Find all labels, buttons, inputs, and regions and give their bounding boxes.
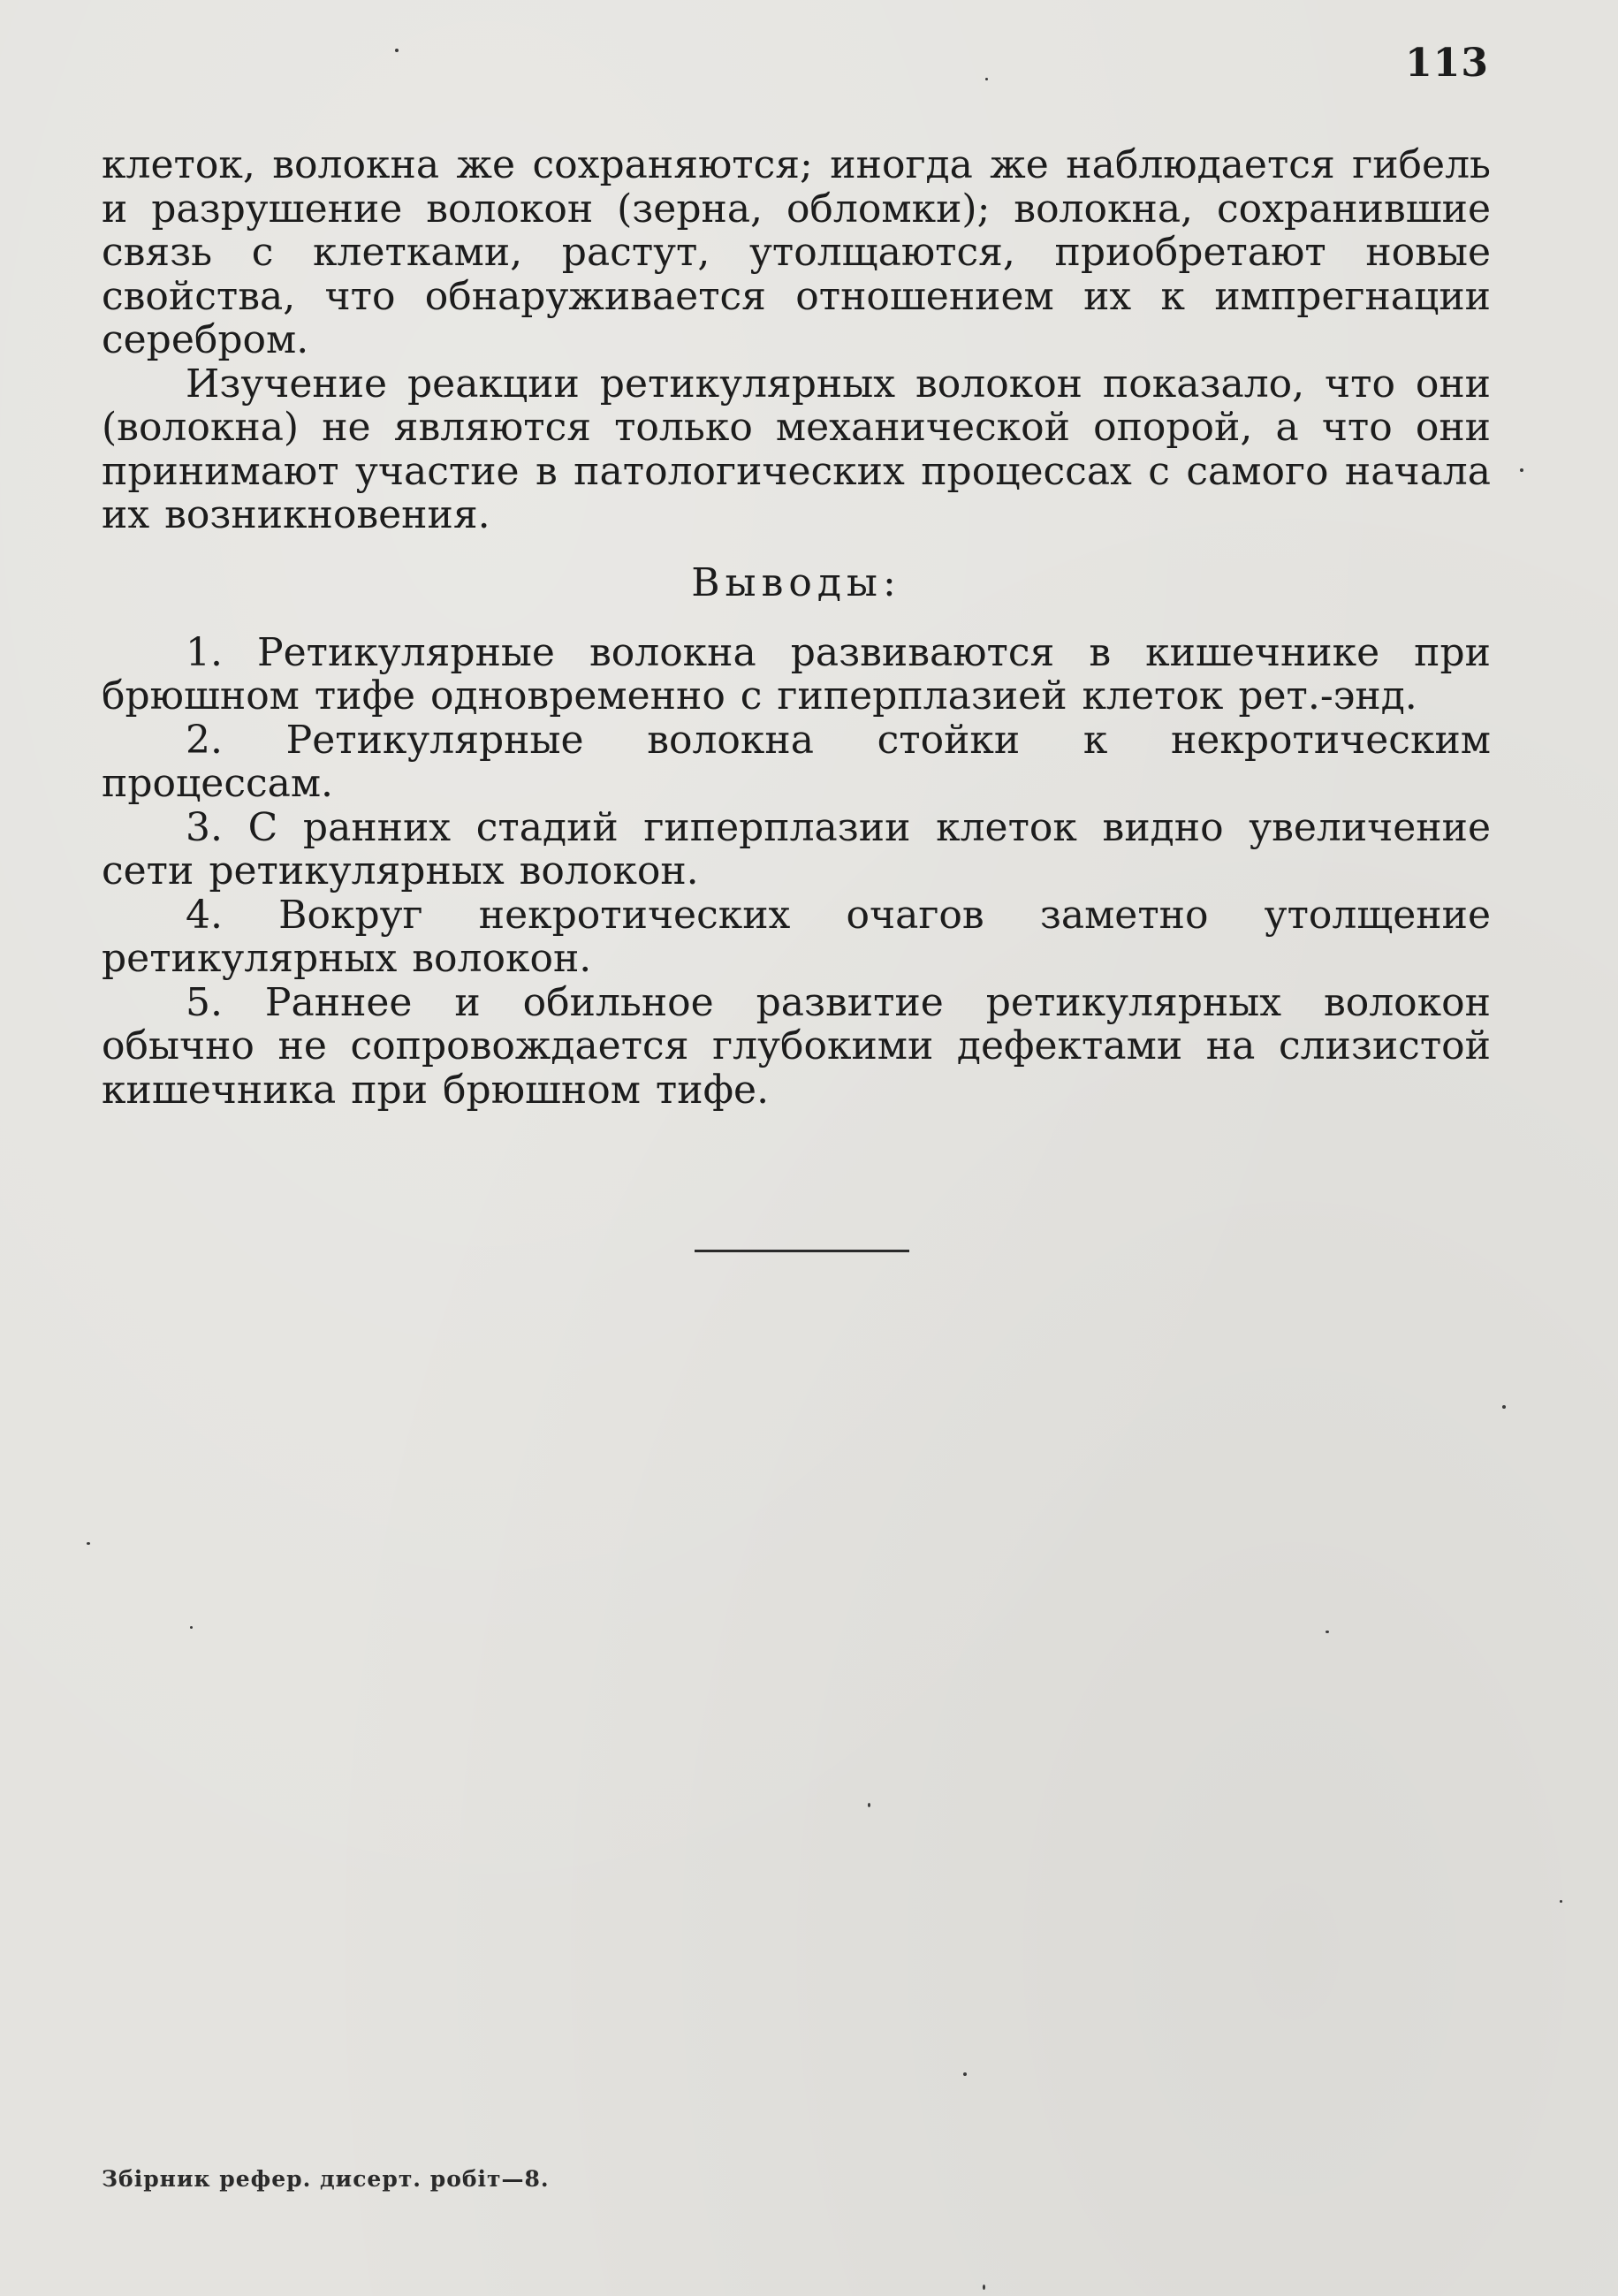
scan-speck	[190, 1626, 193, 1629]
scan-speck	[1560, 1900, 1562, 1903]
scan-speck	[985, 78, 988, 80]
scan-speck	[1326, 1631, 1329, 1633]
scan-speck	[1520, 468, 1523, 472]
conclusion-item-3: 3. С ранних стадий гиперплазии клеток видно увеличение сети ретикулярных волокон.	[102, 804, 1491, 893]
scan-speck	[868, 1803, 870, 1807]
paragraph-continued: клеток, волокна же сохраняются; иногда же наблюдается гибель и разрушение волокон (зерна, обломки); волокна, сохранившие связь с клетками, растут, утолщаются, приобретают новые свойства, что обнаруживается отношением их к импрегнации серебром.	[102, 142, 1491, 362]
scan-speck	[87, 1542, 90, 1545]
scan-speck	[983, 2285, 985, 2290]
paragraph-reaction-study: Изучение реакции ретикулярных волокон показало, что они (волокна) не являются только механической опорой, а что они принимают участие в патологических процессах с самого начала их возникновения.	[102, 361, 1491, 537]
conclusion-item-1: 1. Ретикулярные волокна развиваются в кишечнике при брюшном тифе одновременно с гиперплазией клеток рет.-энд.	[102, 629, 1491, 718]
footer-signature: Збірник рефер. дисерт. робіт—8.	[102, 2166, 550, 2192]
conclusion-item-2: 2. Ретикулярные волокна стойки к некротическим процессам.	[102, 717, 1491, 806]
scan-speck	[963, 2072, 967, 2076]
section-end-rule	[695, 1250, 909, 1252]
body-text	[102, 143, 1491, 1112]
conclusion-item-4: 4. Вокруг некротических очагов заметно утолщение ретикулярных волокон.	[102, 892, 1491, 981]
scan-speck	[1502, 1405, 1506, 1409]
page-number: 113	[1405, 41, 1489, 86]
scan-speck	[395, 49, 399, 52]
conclusions-heading: Выводы:	[691, 559, 901, 605]
conclusion-item-5: 5. Раннее и обильное развитие ретикулярных волокон обычно не сопровождается глубокими дефектами на слизистой кишечника при брюшном тифе.	[102, 979, 1491, 1113]
